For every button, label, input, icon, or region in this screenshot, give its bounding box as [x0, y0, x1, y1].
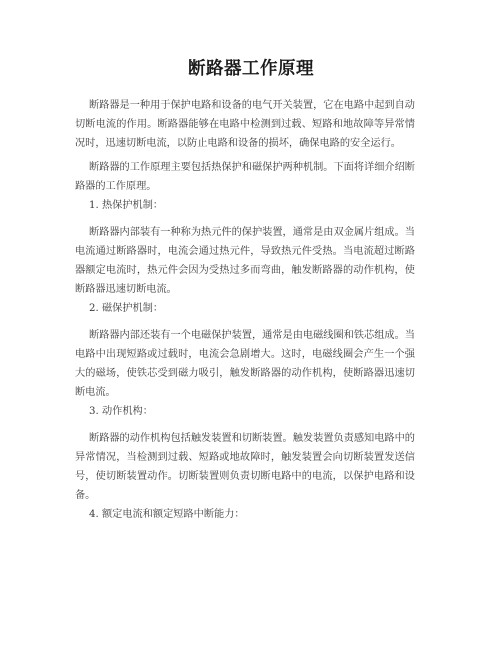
section-heading-ratings: 4. 额定电流和额定短路中断能力： [89, 509, 245, 520]
intro-paragraph-2: 断路器的工作原理主要包括热保护和磁保护两种机制。下面将详细介绍断路器的工作原理。 [75, 162, 415, 192]
section-heading-thermal: 1. 热保护机制： [89, 200, 164, 211]
document-body [75, 96, 415, 524]
page-title: 断路器工作原理 [188, 59, 314, 79]
intro-paragraph-1: 断路器是一种用于保护电路和设备的电气开关装置，它在电路中起到自动切断电流的作用。断路器能够在电路中检测到过载、短路和地故障等异常情况时，迅速切断电流，以防止电路和设备的损坏，确保电路的安全运行。 [75, 100, 415, 149]
section-body-magnetic: 断路器内部还装有一个电磁保护装置，通常是由电磁线圈和铁芯组成。当电路中出现短路或过载时，电流会急剧增大。这时，电磁线圈会产生一个强大的磁场，使铁芯受到磁力吸引，触发断路器的动作机构，使断路器迅速切断电流。 [75, 330, 415, 398]
section-heading-magnetic: 2. 磁保护机制： [89, 303, 164, 314]
section-body-mechanism: 断路器的动作机构包括触发装置和切断装置。触发装置负责感知电路中的异常情况，当检测到过载、短路或地故障时，触发装置会向切断装置发送信号，使切断装置动作。切断装置则负责切断电路中的电流，以保护电路和设备。 [75, 433, 415, 501]
section-body-thermal: 断路器内部装有一种称为热元件的保护装置，通常是由双金属片组成。当电流通过断路器时，电流会通过热元件，导致热元件受热。当电流超过断路器额定电流时，热元件会因为受热过多而弯曲，触发断路器的动作机构，使断路器迅速切断电流。 [75, 227, 415, 295]
section-heading-mechanism: 3. 动作机构： [89, 406, 153, 417]
